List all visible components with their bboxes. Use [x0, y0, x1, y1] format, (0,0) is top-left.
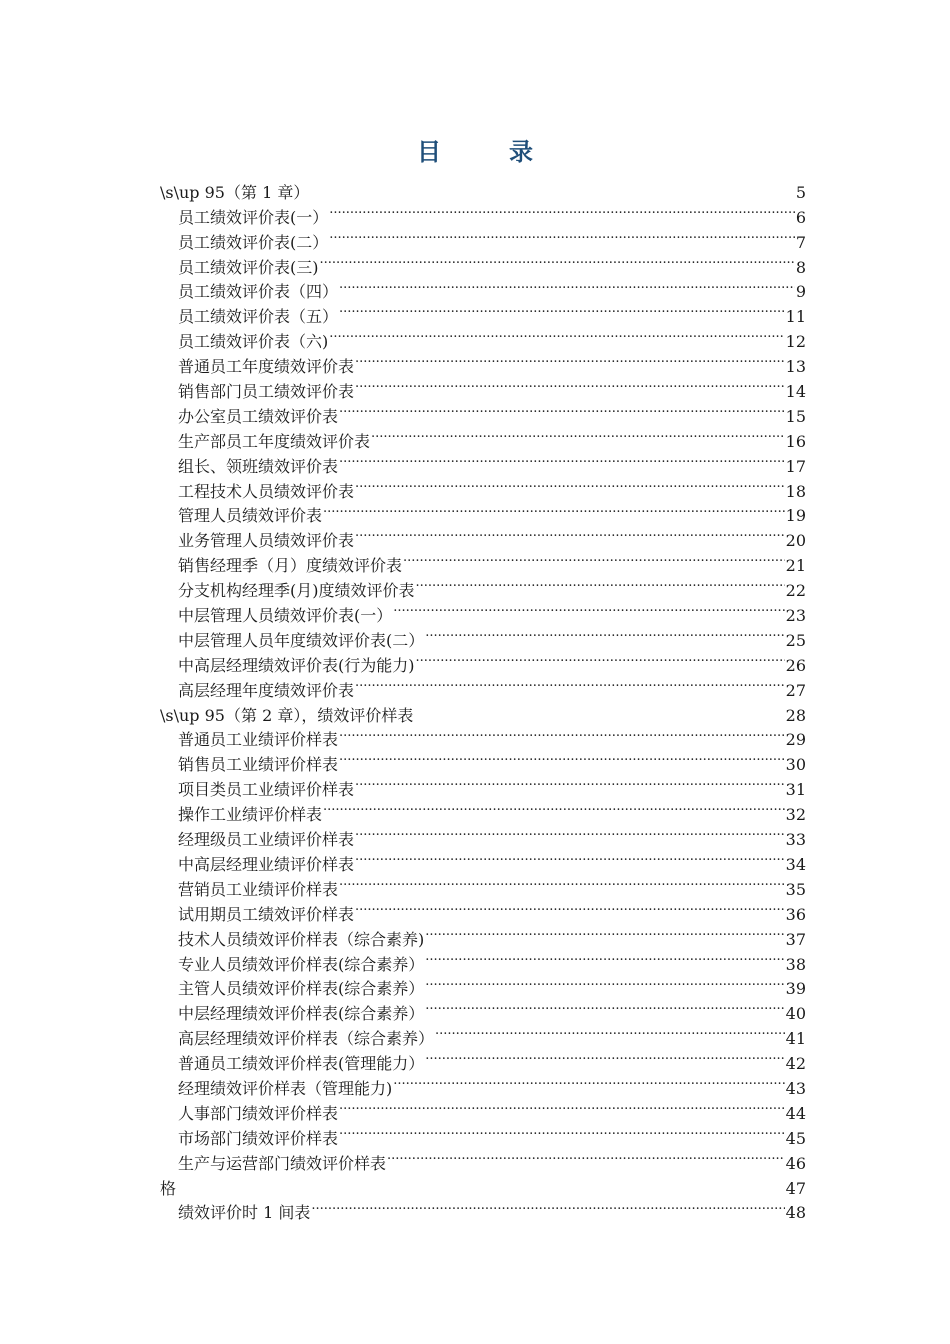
toc-dot-leader [416, 571, 785, 596]
toc-dot-leader [339, 447, 785, 472]
toc-page-number: 12 [785, 332, 806, 352]
toc-dot-leader [339, 397, 785, 422]
toc-entry-label: 项目类员工业绩评价样表 [178, 780, 355, 800]
toc-entry-label: 分支机构经理季(月)度绩效评价表 [178, 581, 415, 601]
toc-entry-label: 试用期员工绩效评价样表 [178, 904, 355, 924]
toc-page-number: 22 [785, 581, 806, 601]
toc-entry-spacer [414, 696, 784, 721]
toc-entry-label: 高层经理年度绩效评价表 [178, 680, 355, 700]
toc-page-number: 30 [785, 755, 806, 775]
toc-entry-spacer [310, 173, 794, 198]
toc-page-number: 19 [785, 506, 806, 526]
toc-entry-label: 员工绩效评价表（六) [178, 332, 329, 352]
toc-page-number: 28 [785, 705, 806, 725]
toc-page-number: 32 [785, 805, 806, 825]
toc-entry-spacer [177, 1169, 785, 1194]
toc-dot-leader [355, 845, 785, 870]
toc-dot-leader [339, 273, 795, 298]
toc-entry-label: 市场部门绩效评价样表 [178, 1128, 339, 1148]
toc-dot-leader [425, 970, 784, 995]
toc-dot-leader [323, 497, 785, 522]
toc-dot-leader [425, 621, 784, 646]
toc-entry-label: 员工绩效评价表(三) [178, 257, 319, 277]
toc-dot-leader [425, 920, 784, 945]
toc-entry-label: 格 [160, 1178, 177, 1198]
toc-dot-leader [329, 223, 795, 248]
toc-dot-leader [355, 372, 785, 397]
toc-entry-label: 中层管理人员绩效评价表(一） [178, 606, 393, 626]
toc-page-number: 43 [785, 1078, 806, 1098]
toc-dot-leader [416, 646, 785, 671]
toc-entry-label: 绩效评价时 1 间表 [178, 1203, 311, 1223]
toc-dot-leader [393, 1069, 784, 1094]
toc-entry-label: 专业人员绩效评价样表(综合素养） [178, 954, 425, 974]
toc-dot-leader [355, 671, 785, 696]
toc-dot-leader [329, 198, 795, 223]
toc-page-number: 25 [785, 630, 806, 650]
toc-entry-label: 普通员工年度绩效评价表 [178, 357, 355, 377]
toc-entry[interactable] [160, 1194, 806, 1223]
toc-entry-label: 销售员工业绩评价样表 [178, 755, 339, 775]
toc-dot-leader [355, 770, 785, 795]
toc-page-number: 6 [795, 207, 806, 227]
toc-entry-label: \s\up 95（第 1 章） [160, 182, 310, 202]
toc-page-number: 20 [785, 531, 806, 551]
toc-page-number: 7 [795, 232, 806, 252]
toc-page-number: 41 [785, 1029, 806, 1049]
toc-entry-label: \s\up 95（第 2 章），绩效评价样表 [160, 705, 414, 725]
toc-entry-label: 组长、领班绩效评价表 [178, 456, 339, 476]
toc-dot-leader [425, 945, 784, 970]
toc-dot-leader [339, 1119, 785, 1144]
toc-page-number: 40 [785, 1004, 806, 1024]
toc-page-number: 29 [785, 730, 806, 750]
toc-dot-leader [329, 322, 784, 347]
toc-dot-leader [425, 1044, 784, 1069]
toc-page-number: 36 [785, 904, 806, 924]
toc-dot-leader [311, 1194, 784, 1219]
toc-entry-label: 员工绩效评价表(二） [178, 232, 329, 252]
toc-dot-leader [355, 347, 785, 372]
toc-entry-label: 中层经理绩效评价样表(综合素养） [178, 1004, 425, 1024]
toc-page-number: 42 [785, 1054, 806, 1074]
toc-page-number: 48 [785, 1203, 806, 1223]
table-of-contents [160, 173, 806, 1223]
toc-dot-leader [320, 248, 795, 273]
toc-dot-leader [387, 1144, 785, 1169]
toc-entry-label: 销售经理季（月）度绩效评价表 [178, 556, 403, 576]
toc-entry-label: 管理人员绩效评价表 [178, 506, 323, 526]
toc-entry-label: 人事部门绩效评价样表 [178, 1103, 339, 1123]
toc-page-number: 37 [785, 929, 806, 949]
toc-page-number: 35 [785, 879, 806, 899]
toc-entry-label: 销售部门员工绩效评价表 [178, 382, 355, 402]
toc-page-number: 14 [785, 382, 806, 402]
toc-dot-leader [403, 546, 785, 571]
toc-entry-label: 操作工业绩评价样表 [178, 805, 323, 825]
toc-entry-label: 经理绩效评价样表（管理能力) [178, 1078, 393, 1098]
toc-entry-label: 生产与运营部门绩效评价样表 [178, 1153, 387, 1173]
toc-dot-leader [355, 895, 785, 920]
toc-page-number: 34 [785, 854, 806, 874]
toc-page-number: 47 [785, 1178, 806, 1198]
toc-entry-label: 中层管理人员年度绩效评价表(二） [178, 630, 425, 650]
toc-dot-leader [339, 870, 785, 895]
toc-page-number: 33 [785, 830, 806, 850]
toc-dot-leader [339, 745, 785, 770]
toc-page-number: 13 [785, 357, 806, 377]
toc-entry-label: 工程技术人员绩效评价表 [178, 481, 355, 501]
toc-dot-leader [425, 994, 784, 1019]
toc-entry-label: 中高层经理绩效评价表(行为能力) [178, 655, 415, 675]
toc-entry-label: 普通员工绩效评价样表(管理能力） [178, 1054, 425, 1074]
toc-page-number: 23 [785, 606, 806, 626]
toc-entry-label: 营销员工业绩评价样表 [178, 879, 339, 899]
toc-page-number: 5 [795, 182, 806, 202]
toc-page-number: 31 [785, 780, 806, 800]
toc-entry-label: 员工绩效评价表(一） [178, 207, 329, 227]
toc-entry-label: 业务管理人员绩效评价表 [178, 531, 355, 551]
toc-dot-leader [339, 1094, 785, 1119]
toc-page-number: 9 [795, 282, 806, 302]
toc-dot-leader [393, 596, 784, 621]
toc-page-number: 26 [785, 655, 806, 675]
toc-dot-leader [355, 820, 785, 845]
toc-dot-leader [355, 472, 785, 497]
toc-entry-label: 技术人员绩效评价样表（综合素养) [178, 929, 425, 949]
toc-dot-leader [339, 721, 785, 746]
toc-page-number: 15 [785, 406, 806, 426]
toc-title: 目 录 [417, 138, 555, 166]
toc-entry-label: 经理级员工业绩评价样表 [178, 830, 355, 850]
toc-entry-label: 主管人员绩效评价样表(综合素养） [178, 979, 425, 999]
toc-dot-leader [339, 297, 785, 322]
toc-page-number: 21 [785, 556, 806, 576]
toc-dot-leader [435, 1019, 785, 1044]
toc-entry-label: 办公室员工绩效评价表 [178, 406, 339, 426]
toc-entry-label: 高层经理绩效评价样表（综合素养） [178, 1029, 435, 1049]
toc-page-number: 17 [785, 456, 806, 476]
toc-chapter-entry[interactable] [160, 1169, 806, 1198]
toc-page-number: 8 [795, 257, 806, 277]
toc-page-number: 44 [785, 1103, 806, 1123]
toc-chapter-entry[interactable] [160, 173, 806, 202]
toc-page-number: 18 [785, 481, 806, 501]
toc-entry-label: 中高层经理业绩评价样表 [178, 854, 355, 874]
toc-dot-leader [323, 795, 785, 820]
toc-page-number: 46 [785, 1153, 806, 1173]
toc-entry-label: 普通员工业绩评价样表 [178, 730, 339, 750]
toc-dot-leader [355, 521, 785, 546]
toc-entry-label: 员工绩效评价表（五） [178, 307, 339, 327]
toc-dot-leader [371, 422, 785, 447]
toc-page-number: 38 [785, 954, 806, 974]
toc-page-number: 11 [785, 307, 806, 327]
toc-page-number: 16 [785, 431, 806, 451]
toc-page-number: 39 [785, 979, 806, 999]
toc-page-number: 45 [785, 1128, 806, 1148]
toc-page-number: 27 [785, 680, 806, 700]
toc-entry-label: 生产部员工年度绩效评价表 [178, 431, 371, 451]
toc-entry-label: 员工绩效评价表（四） [178, 282, 339, 302]
